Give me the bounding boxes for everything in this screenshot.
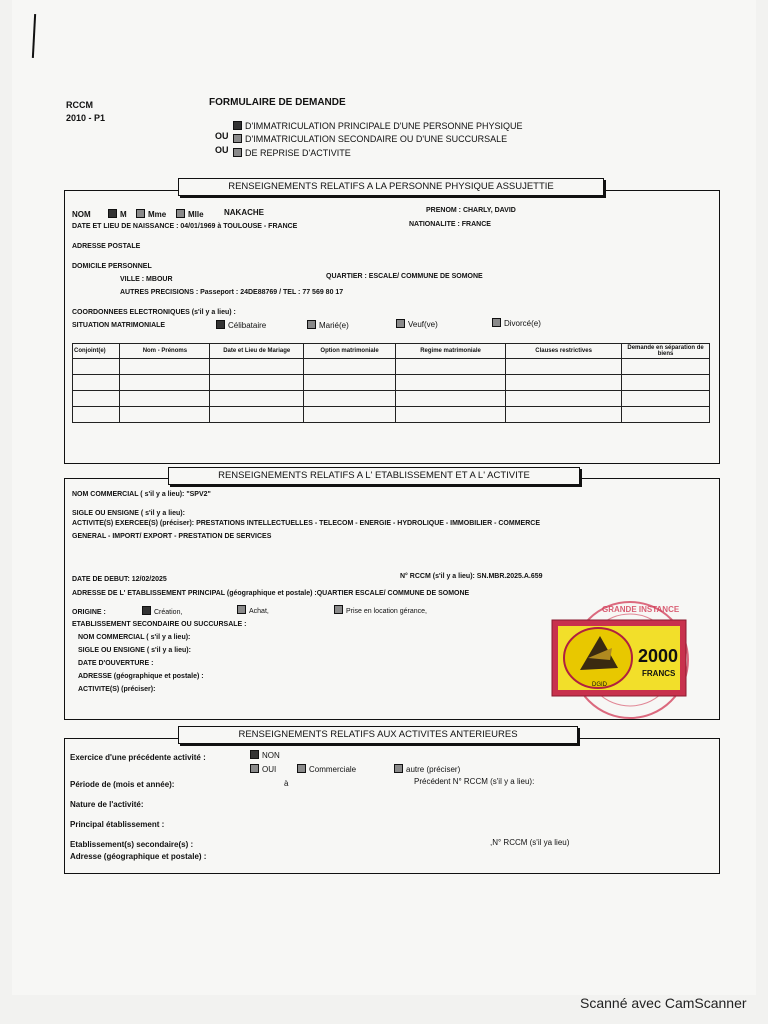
origine-label: ORIGINE :: [72, 609, 106, 616]
option-reprise-activite[interactable]: DE REPRISE D'ACTIVITE: [233, 148, 351, 158]
form-title: FORMULAIRE DE DEMANDE: [209, 97, 346, 108]
checked-checkbox-icon[interactable]: [142, 606, 151, 615]
situation-divorce[interactable]: Divorcé(e): [492, 318, 541, 328]
checkbox-icon[interactable]: [307, 320, 316, 329]
exercice-oui[interactable]: OUI: [250, 764, 276, 774]
etablissement-secondaire-label: ETABLISSEMENT SECONDAIRE OU SUCCURSALE :: [72, 621, 247, 628]
table-header-row: [73, 344, 710, 359]
col-nom-prenoms: Nom - Prénoms: [120, 344, 210, 359]
stamp-ring-text: GRANDE INSTANCE: [602, 605, 680, 614]
checkbox-icon[interactable]: [250, 764, 259, 773]
stamp-currency: FRANCS: [642, 669, 676, 678]
stamp-agency: DGID: [592, 682, 607, 688]
col-separation-biens: Demande en séparation de biens: [622, 344, 710, 359]
form-version: 2010 - P1: [66, 113, 106, 123]
date-debut-field: DATE DE DEBUT: 12/02/2025: [72, 576, 167, 583]
situation-veuf[interactable]: Veuf(ve): [396, 319, 438, 329]
checkbox-icon[interactable]: [492, 318, 501, 327]
checked-checkbox-icon[interactable]: [216, 320, 225, 329]
stamp-value: 2000: [638, 646, 679, 666]
secondaires-label: Etablissement(s) secondaire(s) :: [70, 840, 194, 849]
situation-label: SITUATION MATRIMONIALE: [72, 322, 166, 329]
col-clauses-restrictives: Clauses restrictives: [506, 344, 622, 359]
periode-label: Période de (mois et année):: [70, 780, 175, 789]
table-row[interactable]: [73, 391, 710, 407]
checkbox-icon[interactable]: [334, 605, 343, 614]
activites-field-cont: GENERAL - IMPORT/ EXPORT - PRESTATION DE SERVICES: [72, 533, 272, 540]
section-banner-etablissement: RENSEIGNEMENTS RELATIFS A L' ETABLISSEMENT ET A L' ACTIVITE: [168, 467, 580, 485]
table-row[interactable]: [73, 407, 710, 423]
naissance-field: DATE ET LIEU DE NAISSANCE : 04/01/1969 à TOULOUSE - FRANCE: [72, 223, 298, 230]
situation-marie[interactable]: Marié(e): [307, 320, 349, 330]
precedent-rccm-label: Précédent N° RCCM (s'il y a lieu):: [414, 777, 535, 786]
fiscal-stamp: [540, 598, 720, 728]
origine-creation[interactable]: Création,: [142, 606, 182, 616]
activite-commerciale[interactable]: Commerciale: [297, 764, 356, 774]
col-date-mariage: Date et Lieu de Mariage: [210, 344, 304, 359]
camscanner-watermark: Scanné avec CamScanner: [580, 995, 747, 1011]
sec-activites: ACTIVITE(S) (préciser):: [78, 686, 156, 693]
periode-a: à: [284, 779, 289, 788]
form-code: RCCM: [66, 100, 93, 110]
section-banner-anterieures: RENSEIGNEMENTS RELATIFS AUX ACTIVITES ANTERIEURES: [178, 726, 578, 744]
checkbox-icon[interactable]: [233, 148, 242, 157]
situation-celibataire[interactable]: Célibataire: [216, 320, 266, 330]
checkbox-icon[interactable]: [233, 134, 242, 143]
checkbox-icon[interactable]: [396, 319, 405, 328]
table-row[interactable]: [73, 375, 710, 391]
civility-mlle[interactable]: Mlle: [176, 209, 204, 219]
rccm-secondaire-label: ,N° RCCM (s'il ya lieu): [490, 838, 570, 847]
checkbox-icon[interactable]: [297, 764, 306, 773]
ville-field: VILLE : MBOUR: [120, 276, 173, 283]
origine-location-gerance[interactable]: Prise en location gérance,: [334, 605, 427, 615]
nature-label: Nature de l'activité:: [70, 800, 144, 809]
option-immatriculation-secondaire[interactable]: D'IMMATRICULATION SECONDAIRE OU D'UNE SUCCURSALE: [233, 134, 507, 144]
exercice-non[interactable]: NON: [250, 750, 280, 760]
nom-label: NOM: [72, 210, 91, 219]
precisions-field: AUTRES PRECISIONS : Passeport : 24DE88769 / TEL : 77 569 80 17: [120, 289, 344, 296]
option-ou-1: OU: [215, 131, 229, 141]
col-regime-matrimoniale: Regime matrimoniale: [396, 344, 506, 359]
checked-checkbox-icon[interactable]: [250, 750, 259, 759]
domicile-label: DOMICILE PERSONNEL: [72, 263, 152, 270]
checked-checkbox-icon[interactable]: [233, 121, 242, 130]
quartier-field: QUARTIER : ESCALE/ COMMUNE DE SOMONE: [326, 273, 483, 280]
checkbox-icon[interactable]: [394, 764, 403, 773]
origine-achat[interactable]: Achat,: [237, 605, 269, 615]
activite-autre[interactable]: autre (préciser): [394, 764, 460, 774]
nationalite-field: NATIONALITE : FRANCE: [409, 221, 491, 228]
adresse-etablissement-field: ADRESSE DE L' ETABLISSEMENT PRINCIPAL (géographique et postale) :QUARTIER ESCALE/ COMMUNE DE SOMONE: [72, 590, 470, 597]
activites-field: ACTIVITE(S) EXERCEE(S) (préciser): PRESTATIONS INTELLECTUELLES - TELECOM - ENERGIE - HYDROLIQUE - IMMOBILIER - COMMERCE: [72, 520, 540, 527]
checkbox-icon[interactable]: [176, 209, 185, 218]
checkbox-icon[interactable]: [136, 209, 145, 218]
rccm-field: N° RCCM (s'il y a lieu): SN.MBR.2025.A.659: [400, 573, 543, 580]
principal-label: Principal établissement :: [70, 820, 165, 829]
option-immatriculation-principale[interactable]: D'IMMATRICULATION PRINCIPALE D'UNE PERSONNE PHYSIQUE: [233, 121, 522, 131]
sigle-field: SIGLE OU ENSIGNE ( s'il y a lieu):: [72, 510, 185, 517]
adresse-label: Adresse (géographique et postale) :: [70, 852, 207, 861]
table-row[interactable]: [73, 359, 710, 375]
sec-adresse: ADRESSE (géographique et postale) :: [78, 673, 204, 680]
section-banner-personne: RENSEIGNEMENTS RELATIFS A LA PERSONNE PHYSIQUE ASSUJETTIE: [178, 178, 604, 196]
nom-commercial-field: NOM COMMERCIAL ( s'il y a lieu): "SPV2": [72, 491, 211, 498]
prenom-field: PRENOM : CHARLY, DAVID: [426, 207, 516, 214]
option-ou-2: OU: [215, 145, 229, 155]
sec-sigle: SIGLE OU ENSIGNE ( s'il y a lieu):: [78, 647, 191, 654]
matrimonial-table: [72, 343, 710, 423]
col-option-matrimoniale: Option matrimoniale: [304, 344, 396, 359]
checked-checkbox-icon[interactable]: [108, 209, 117, 218]
civility-mme[interactable]: Mme: [136, 209, 166, 219]
sec-date-ouverture: DATE D'OUVERTURE :: [78, 660, 154, 667]
civility-m[interactable]: M: [108, 209, 127, 219]
nom-value: NAKACHE: [224, 208, 264, 217]
coordonnees-label: COORDONNEES ELECTRONIQUES (s'il y a lieu) :: [72, 309, 236, 316]
exercice-label: Exercice d'une précédente activité :: [70, 753, 206, 762]
col-conjoint: Conjoint(e): [73, 344, 120, 359]
checkbox-icon[interactable]: [237, 605, 246, 614]
sec-nom-commercial: NOM COMMERCIAL ( s'il y a lieu):: [78, 634, 191, 641]
adresse-postale-label: ADRESSE POSTALE: [72, 243, 141, 250]
